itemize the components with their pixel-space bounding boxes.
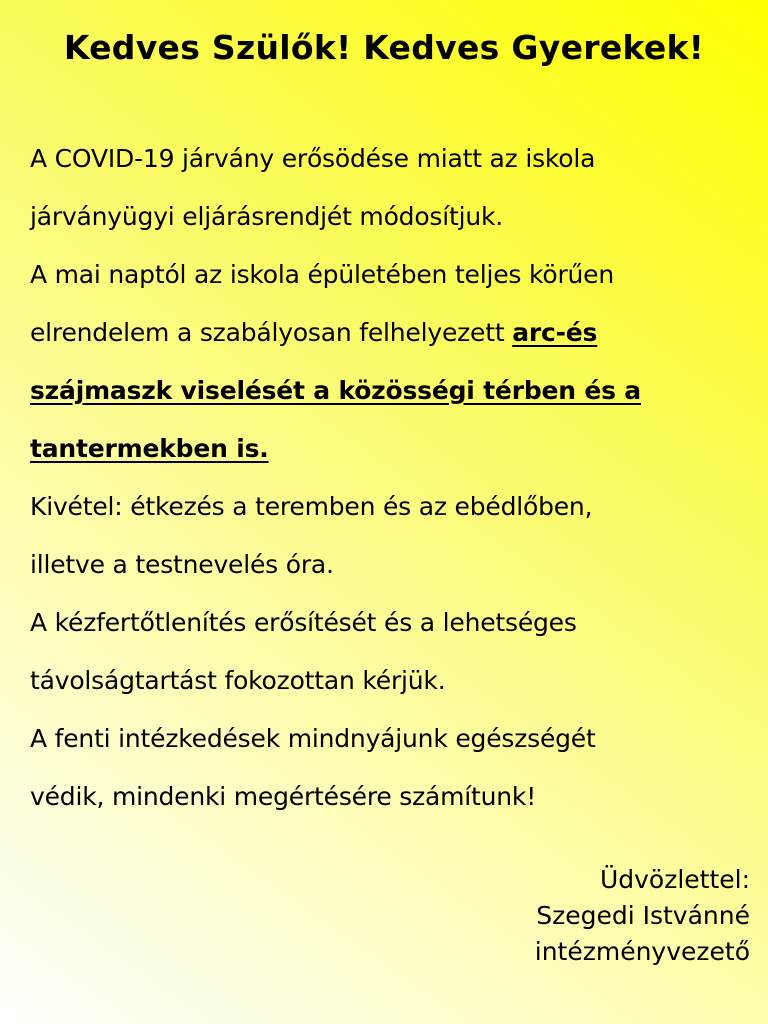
body-line — [30, 420, 750, 478]
signature-role: intézményvezető — [534, 937, 750, 966]
body-line: A kézfertőtlenítés erősítését és a lehetséges — [30, 608, 577, 637]
body-line: Kivétel: étkezés a teremben és az ebédlőben, — [30, 492, 593, 521]
body-line: A fenti intézkedések mindnyájunk egészségét — [30, 724, 596, 753]
body-line-mixed — [30, 304, 750, 362]
mask-requirement-text: arc-és — [512, 318, 598, 347]
signature-name: Szegedi Istvánné — [536, 901, 750, 930]
body-text-plain: elrendelem a szabályosan felhelyezett — [30, 318, 513, 347]
mask-requirement-text: tantermekben is. — [30, 434, 269, 463]
notice-body — [30, 130, 750, 826]
signature-block — [535, 862, 750, 970]
body-line: távolságtartást fokozottan kérjük. — [30, 666, 446, 695]
body-line: járványügyi eljárásrendjét módosítjuk. — [30, 202, 504, 231]
signature-greeting: Üdvözlettel: — [599, 865, 750, 894]
mask-requirement-text: szájmaszk viselését a közösségi térben és a — [30, 376, 641, 405]
body-line: A COVID-19 járvány erősödése miatt az iskola — [30, 144, 596, 173]
body-line: védik, mindenki megértésére számítunk! — [30, 782, 537, 811]
body-line: illetve a testnevelés óra. — [30, 550, 334, 579]
page-title: Kedves Szülők! Kedves Gyerekek! — [63, 28, 705, 67]
body-line: A mai naptól az iskola épületében teljes körűen — [30, 260, 614, 289]
body-line — [30, 362, 750, 420]
